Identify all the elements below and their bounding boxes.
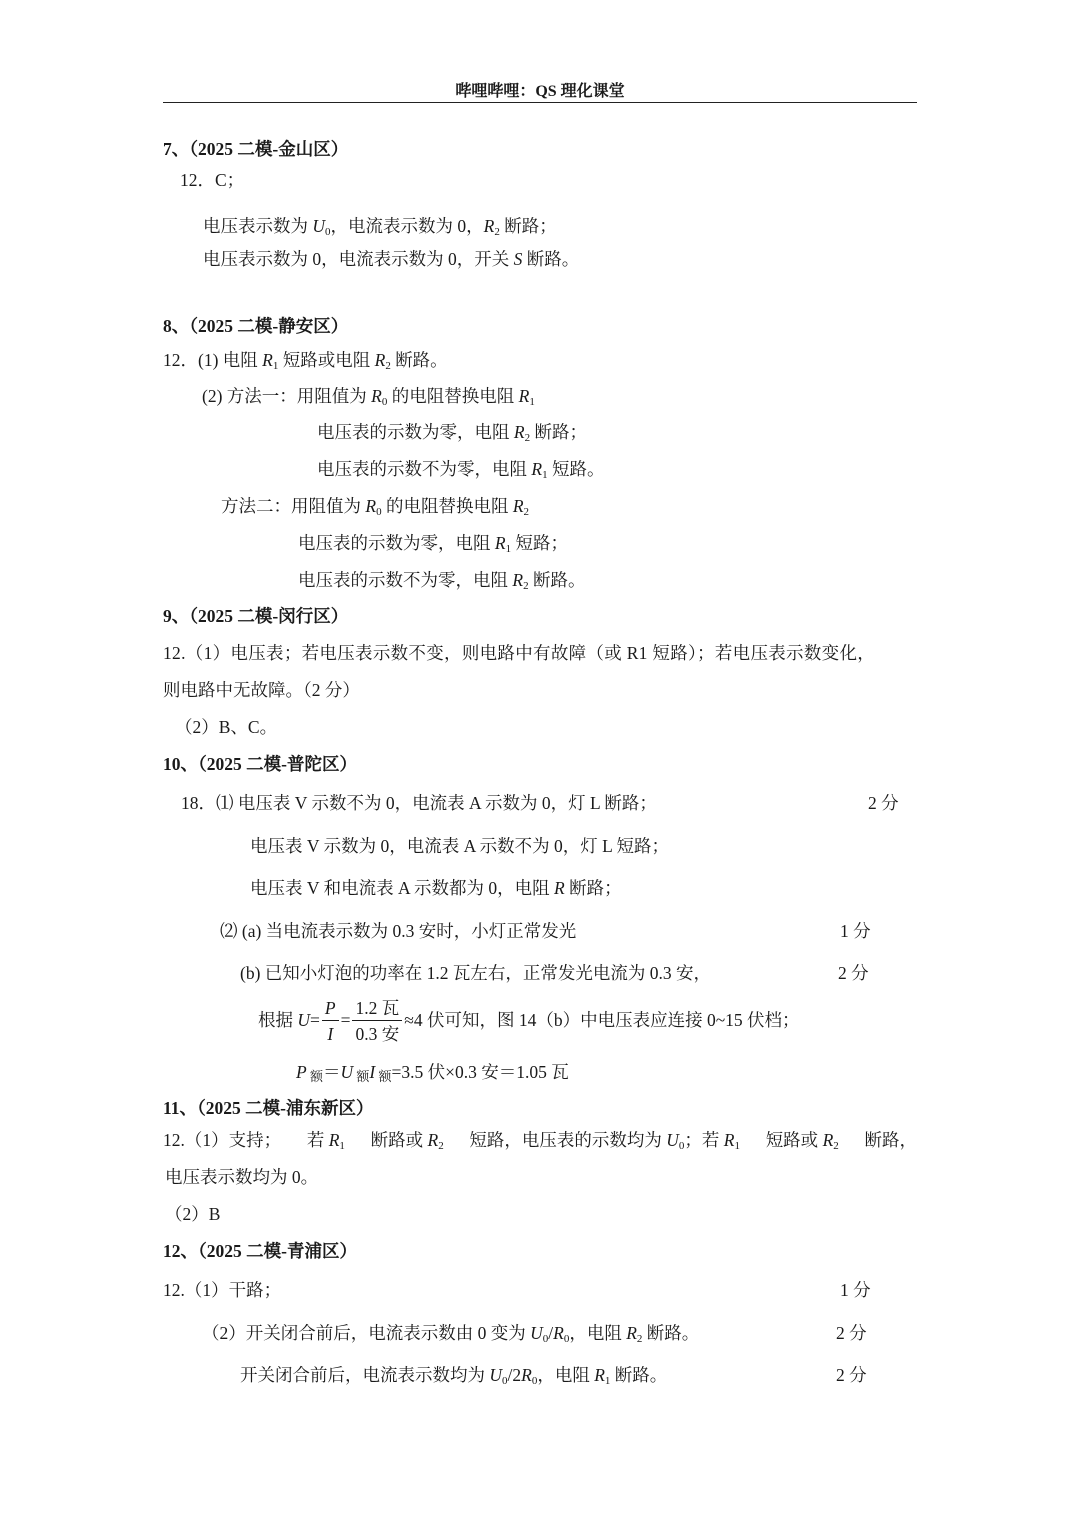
variable: U — [340, 1062, 354, 1082]
text-run: 12.（1）干路； — [163, 1280, 282, 1300]
section-11-title — [163, 1097, 374, 1119]
section-8-title — [163, 315, 348, 337]
variable: R — [494, 533, 506, 553]
text-run: 12．(1) 电阻 — [163, 350, 263, 370]
text-run: ；若 — [684, 1130, 724, 1150]
subscript: 0 — [678, 1140, 685, 1152]
denominator: 0.3 安 — [355, 1024, 400, 1045]
variable: S — [513, 249, 523, 269]
page-header: 哔哩哔哩：QS 理化课堂 — [455, 83, 625, 100]
header-rule — [163, 102, 917, 103]
subscript: 2 — [494, 226, 500, 238]
text-run: 断路； — [564, 878, 622, 898]
text-run: 电压表的示数不为零，电阻 — [298, 570, 513, 590]
word — [766, 1129, 839, 1157]
text-run: 短路； — [511, 533, 568, 553]
answer-line — [220, 920, 576, 942]
word — [163, 1129, 281, 1157]
subscript: 0 — [531, 1375, 538, 1387]
text-run: 短路，电压表的示数均为 — [469, 1130, 667, 1150]
score-label: 2 分 — [836, 1323, 867, 1343]
variable: R — [521, 1365, 532, 1385]
word — [307, 1129, 345, 1157]
answer-line — [202, 1322, 699, 1350]
variable: R — [822, 1130, 834, 1150]
answer-line — [202, 385, 535, 413]
text-run: 8、（2025 二模-静安区） — [163, 316, 349, 336]
text-run: 断路。 — [528, 570, 586, 590]
formula-eq: = — [340, 1010, 351, 1030]
text-run: 断路。 — [390, 350, 448, 370]
subscript: 0 — [325, 226, 331, 238]
text-run: 9、（2025 二模-闵行区） — [163, 606, 349, 626]
text-run: 12、（2025 二模-青浦区） — [163, 1241, 357, 1261]
word — [371, 1129, 444, 1157]
variable: R — [374, 350, 386, 370]
section-9-title — [163, 605, 348, 627]
text-run: 断路； — [530, 422, 587, 442]
variable: R — [554, 878, 565, 898]
subscript: 2 — [636, 1333, 643, 1345]
variable: R — [262, 350, 273, 370]
subscript: 1 — [604, 1375, 611, 1387]
subscript: 1 — [734, 1140, 740, 1152]
text-run: 则电路中无故障。（2 分） — [163, 680, 360, 700]
subscript: 1 — [529, 396, 535, 408]
answer-line — [165, 1166, 318, 1188]
text-run: 的电阻替换电阻 — [381, 496, 513, 516]
answer-line — [317, 458, 604, 486]
answer-line — [181, 792, 657, 814]
text-run: 断路或 — [370, 1130, 428, 1150]
answer-line — [163, 679, 360, 701]
variable: R — [626, 1323, 637, 1343]
variable: R — [328, 1130, 340, 1150]
answer-line — [240, 1364, 667, 1392]
text-run: 短路或电阻 — [278, 350, 375, 370]
text-run: 11、（2025 二模-浦东新区） — [163, 1098, 374, 1118]
text-run: /2 — [507, 1365, 522, 1385]
subscript: 2 — [385, 360, 391, 372]
text-run: 12.（1）支持； — [163, 1130, 282, 1150]
text-run: ＝ — [322, 1062, 341, 1082]
formula-prefix: 根据 — [258, 1010, 298, 1030]
answer-line — [221, 495, 529, 523]
variable: R — [365, 496, 377, 516]
text-run: 断路。 — [610, 1365, 668, 1385]
answer-line — [317, 421, 587, 449]
answer-line — [165, 1203, 220, 1225]
text-run: 方法二：用阻值为 — [221, 496, 366, 516]
text-run: 短路或 — [765, 1130, 823, 1150]
section-10-title — [163, 753, 357, 775]
variable: R — [371, 386, 382, 406]
subscript: 0 — [376, 506, 382, 518]
formula-lhs: U — [297, 1010, 311, 1030]
subscript: 0 — [563, 1333, 570, 1345]
numerator: P — [322, 996, 339, 1021]
denominator: I — [327, 1024, 334, 1045]
text-run: 电压表示数为 0，电流表示数为 0，开关 — [203, 249, 514, 269]
answer-line — [163, 349, 448, 377]
text-run: ⑵ (a) 当电流表示数为 0.3 安时，小灯正常发光 — [220, 921, 577, 941]
text-run: 18．⑴ 电压表 V 示数不为 0，电流表 A 示数为 0，灯 L 断路； — [181, 793, 657, 813]
variable: R — [427, 1130, 439, 1150]
subscript: 1 — [272, 360, 279, 372]
answer-line — [203, 215, 557, 243]
text-run: =3.5 伏×0.3 安＝1.05 瓦 — [391, 1062, 569, 1082]
answer-line — [163, 1129, 917, 1157]
text-run: 的电阻替换电阻 — [387, 386, 519, 406]
answer-line — [163, 1279, 281, 1301]
text-run: 若 — [306, 1130, 329, 1150]
text-run: ，电阻 — [537, 1365, 595, 1385]
subscript: 2 — [438, 1140, 444, 1152]
answer-line — [175, 716, 277, 738]
section-7-title — [163, 138, 348, 160]
variable: R — [513, 422, 525, 442]
text-run: 电压表 V 示数为 0，电流表 A 示数不为 0，灯 L 短路； — [250, 836, 670, 856]
text-run: （2）开关闭合前后，电流表示数由 0 变为 — [202, 1323, 531, 1343]
variable: P — [296, 1062, 307, 1082]
fraction-values — [352, 996, 402, 1047]
text-run: 电压表的示数为零，电阻 — [317, 422, 514, 442]
subscript: 2 — [523, 506, 530, 518]
subscript: 0 — [502, 1375, 508, 1387]
variable: R — [483, 216, 495, 236]
text-run: (2) 方法一：用阻值为 — [202, 386, 372, 406]
subscript: 0 — [381, 396, 388, 408]
text-run: 断路。 — [642, 1323, 700, 1343]
subscript: 1 — [505, 543, 512, 555]
text-run: （2）B、C。 — [175, 717, 278, 737]
score-label: 2 分 — [836, 1365, 867, 1385]
score-label: 1 分 — [840, 1280, 871, 1300]
text-run: 电压表示数为 — [203, 216, 313, 236]
text-run: / — [548, 1323, 554, 1343]
answer-line — [163, 642, 875, 664]
numerator: 1.2 瓦 — [352, 996, 402, 1021]
subscript: 2 — [524, 432, 531, 444]
answer-line — [298, 569, 585, 597]
text-run: 7、（2025 二模-金山区） — [163, 139, 349, 159]
variable: U — [489, 1365, 503, 1385]
subscript: 0 — [542, 1333, 549, 1345]
variable: R — [723, 1130, 735, 1150]
subscript: 额 — [375, 1069, 392, 1084]
text-run: 短路。 — [547, 459, 605, 479]
variable: U — [530, 1323, 543, 1343]
variable: U — [666, 1130, 679, 1150]
text-run: 12.（1）电压表；若电压表示数不变，则电路中有故障（或 R1 短路）；若电压表示数变化， — [163, 643, 876, 663]
formula-line — [258, 994, 800, 1047]
subscript: 2 — [833, 1140, 839, 1152]
text-run: 电压表示数均为 0。 — [165, 1167, 319, 1187]
fraction-p-over-i — [322, 996, 339, 1047]
variable: R — [512, 570, 524, 590]
subscript: 1 — [339, 1140, 345, 1152]
subscript: 额 — [353, 1069, 370, 1084]
variable: R — [531, 459, 543, 479]
variable: I — [369, 1062, 376, 1082]
answer-line — [250, 835, 669, 857]
answer-line — [298, 532, 568, 560]
variable: R — [518, 386, 530, 406]
formula-suffix: ≈4 伏可知，图 14（b）中电压表应连接 0~15 伏档； — [404, 1010, 800, 1030]
word — [469, 1129, 740, 1157]
text-run: 10、（2025 二模-普陀区） — [163, 754, 357, 774]
text-run: ，电流表示数为 0， — [330, 216, 484, 236]
text-run: 断路。 — [522, 249, 580, 269]
subscript: 2 — [523, 580, 529, 592]
text-run: 电压表的示数为零，电阻 — [298, 533, 495, 553]
answer-line — [296, 1061, 569, 1088]
subscript: 额 — [306, 1069, 323, 1084]
text-run: 12．C； — [180, 170, 245, 190]
variable: U — [312, 216, 326, 236]
variable: R — [553, 1323, 564, 1343]
subscript: 1 — [542, 469, 548, 481]
answer-line — [180, 169, 244, 191]
text-run: 电压表的示数不为零，电阻 — [317, 459, 532, 479]
text-run: (b) 已知小灯泡的功率在 1.2 瓦左右，正常发光电流为 0.3 安， — [240, 963, 712, 983]
text-run: ，电阻 — [569, 1323, 627, 1343]
answer-line — [250, 877, 622, 899]
answer-line — [203, 248, 579, 270]
score-label: 2 分 — [868, 793, 899, 813]
text-run: 电压表 V 和电流表 A 示数都为 0，电阻 — [250, 878, 554, 898]
score-label: 2 分 — [838, 963, 869, 983]
text-run: 开关闭合前后，电流表示数均为 — [240, 1365, 490, 1385]
variable: R — [512, 496, 524, 516]
text-run: 断路； — [499, 216, 557, 236]
answer-line — [240, 962, 711, 984]
word — [864, 1129, 917, 1157]
section-12-title — [163, 1240, 357, 1262]
formula-eq: = — [310, 1010, 320, 1030]
variable: R — [594, 1365, 605, 1385]
text-run: （2）B — [165, 1204, 221, 1224]
score-label: 1 分 — [840, 921, 871, 941]
text-run: 断路， — [864, 1130, 917, 1150]
